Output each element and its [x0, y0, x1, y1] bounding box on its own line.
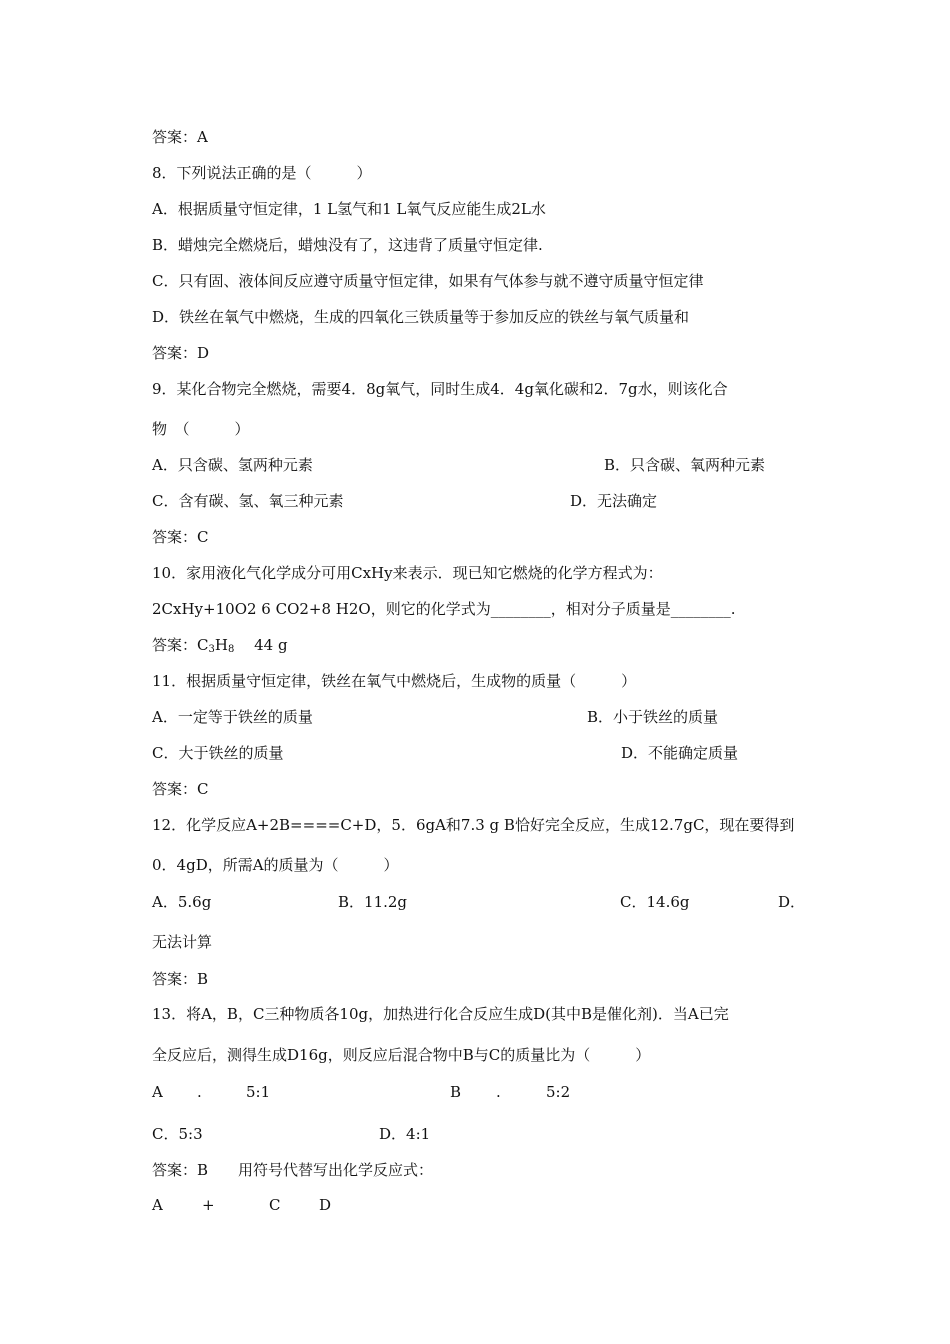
q11-stem: 11．根据质量守恒定律，铁丝在氧气中燃烧后，生成物的质量（ ） — [152, 672, 637, 690]
q10-answer-h: H — [214, 636, 228, 654]
q11-answer: 答案：C — [152, 780, 209, 798]
q11-option-a: A．一定等于铁丝的质量 — [152, 708, 313, 726]
q11-option-c: C．大于铁丝的质量 — [152, 744, 284, 762]
q12-option-b: B．11.2g — [338, 893, 408, 911]
q13-equation-c: C — [269, 1196, 281, 1214]
q10-stem-line2: 2CxHy+10O2 6 CO2+8 H2O，则它的化学式为________，相对分子质量是________. — [152, 600, 736, 618]
q12-option-a: A．5.6g — [152, 893, 212, 911]
q13-option-b-label: B — [450, 1083, 462, 1101]
q10-subscript-8: 8 — [227, 644, 235, 655]
q11-option-b: B．小于铁丝的质量 — [587, 708, 719, 726]
q12-option-d: D． — [778, 893, 806, 911]
q9-option-b: B．只含碳、氧两种元素 — [604, 456, 766, 474]
q8-stem: 8．下列说法正确的是（ ） — [152, 164, 372, 182]
q13-option-c: C．5:3 — [152, 1125, 203, 1143]
answer-q7: 答案：A — [152, 128, 208, 146]
q9-option-d: D．无法确定 — [570, 492, 658, 510]
q12-option-c: C．14.6g — [620, 893, 690, 911]
q13-answer: 答案：B 用符号代替写出化学反应式： — [152, 1161, 434, 1179]
q13-option-b-dot: . — [496, 1083, 501, 1101]
q8-option-c: C．只有固、液体间反应遵守质量守恒定律，如果有气体参与就不遵守质量守恒定律 — [152, 272, 704, 290]
q13-option-a-dot: . — [197, 1083, 202, 1101]
q13-stem-line2: 全反应后，测得生成D16g，则反应后混合物中B与C的质量比为（ ） — [152, 1046, 651, 1064]
q8-option-b: B．蜡烛完全燃烧后，蜡烛没有了，这违背了质量守恒定律. — [152, 236, 543, 254]
q10-answer-mass: 44 g — [234, 636, 288, 654]
q12-stem-line2: 0．4gD，所需A的质量为（ ） — [152, 856, 399, 874]
q13-option-b-value: 5:2 — [546, 1083, 571, 1101]
q13-option-d: D．4:1 — [379, 1125, 431, 1143]
q13-equation-plus: + — [202, 1196, 215, 1214]
q9-stem-line2: 物 （ ） — [152, 420, 250, 438]
q9-answer: 答案：C — [152, 528, 209, 546]
q10-answer-prefix: 答案：C — [152, 636, 209, 654]
q13-stem-line1: 13．将A，B，C三种物质各10g，加热进行化合反应生成D(其中B是催化剂)．当A已完 — [152, 1005, 729, 1023]
q9-stem-line1: 9．某化合物完全燃烧，需要4．8g氧气，同时生成4．4g氧化碳和2．7g水，则该化合 — [152, 380, 728, 398]
q8-option-a: A．根据质量守恒定律，1 L氢气和1 L氧气反应能生成2L水 — [152, 200, 546, 218]
q12-option-d-text: 无法计算 — [152, 933, 213, 951]
q10-answer — [152, 635, 288, 655]
q13-option-a-label: A — [152, 1083, 163, 1101]
q11-option-d: D．不能确定质量 — [621, 744, 739, 762]
q8-answer: 答案：D — [152, 344, 210, 362]
q13-option-a-value: 5:1 — [246, 1083, 271, 1101]
q13-equation-d: D — [319, 1196, 332, 1214]
q9-option-a: A．只含碳、氢两种元素 — [152, 456, 313, 474]
q12-stem-line1: 12．化学反应A+2B====C+D，5．6gA和7.3 g B恰好完全反应，生成12.7gC，现在要得到 — [152, 816, 795, 834]
q10-subscript-3: 3 — [208, 644, 215, 655]
q8-option-d: D．铁丝在氧气中燃烧，生成的四氧化三铁质量等于参加反应的铁丝与氧气质量和 — [152, 308, 690, 326]
q13-equation-a: A — [152, 1196, 163, 1214]
q12-answer: 答案：B — [152, 970, 209, 988]
q9-option-c: C．含有碳、氢、氧三种元素 — [152, 492, 344, 510]
q10-stem-line1: 10．家用液化气化学成分可用CxHy来表示．现已知它燃烧的化学方程式为： — [152, 564, 663, 582]
